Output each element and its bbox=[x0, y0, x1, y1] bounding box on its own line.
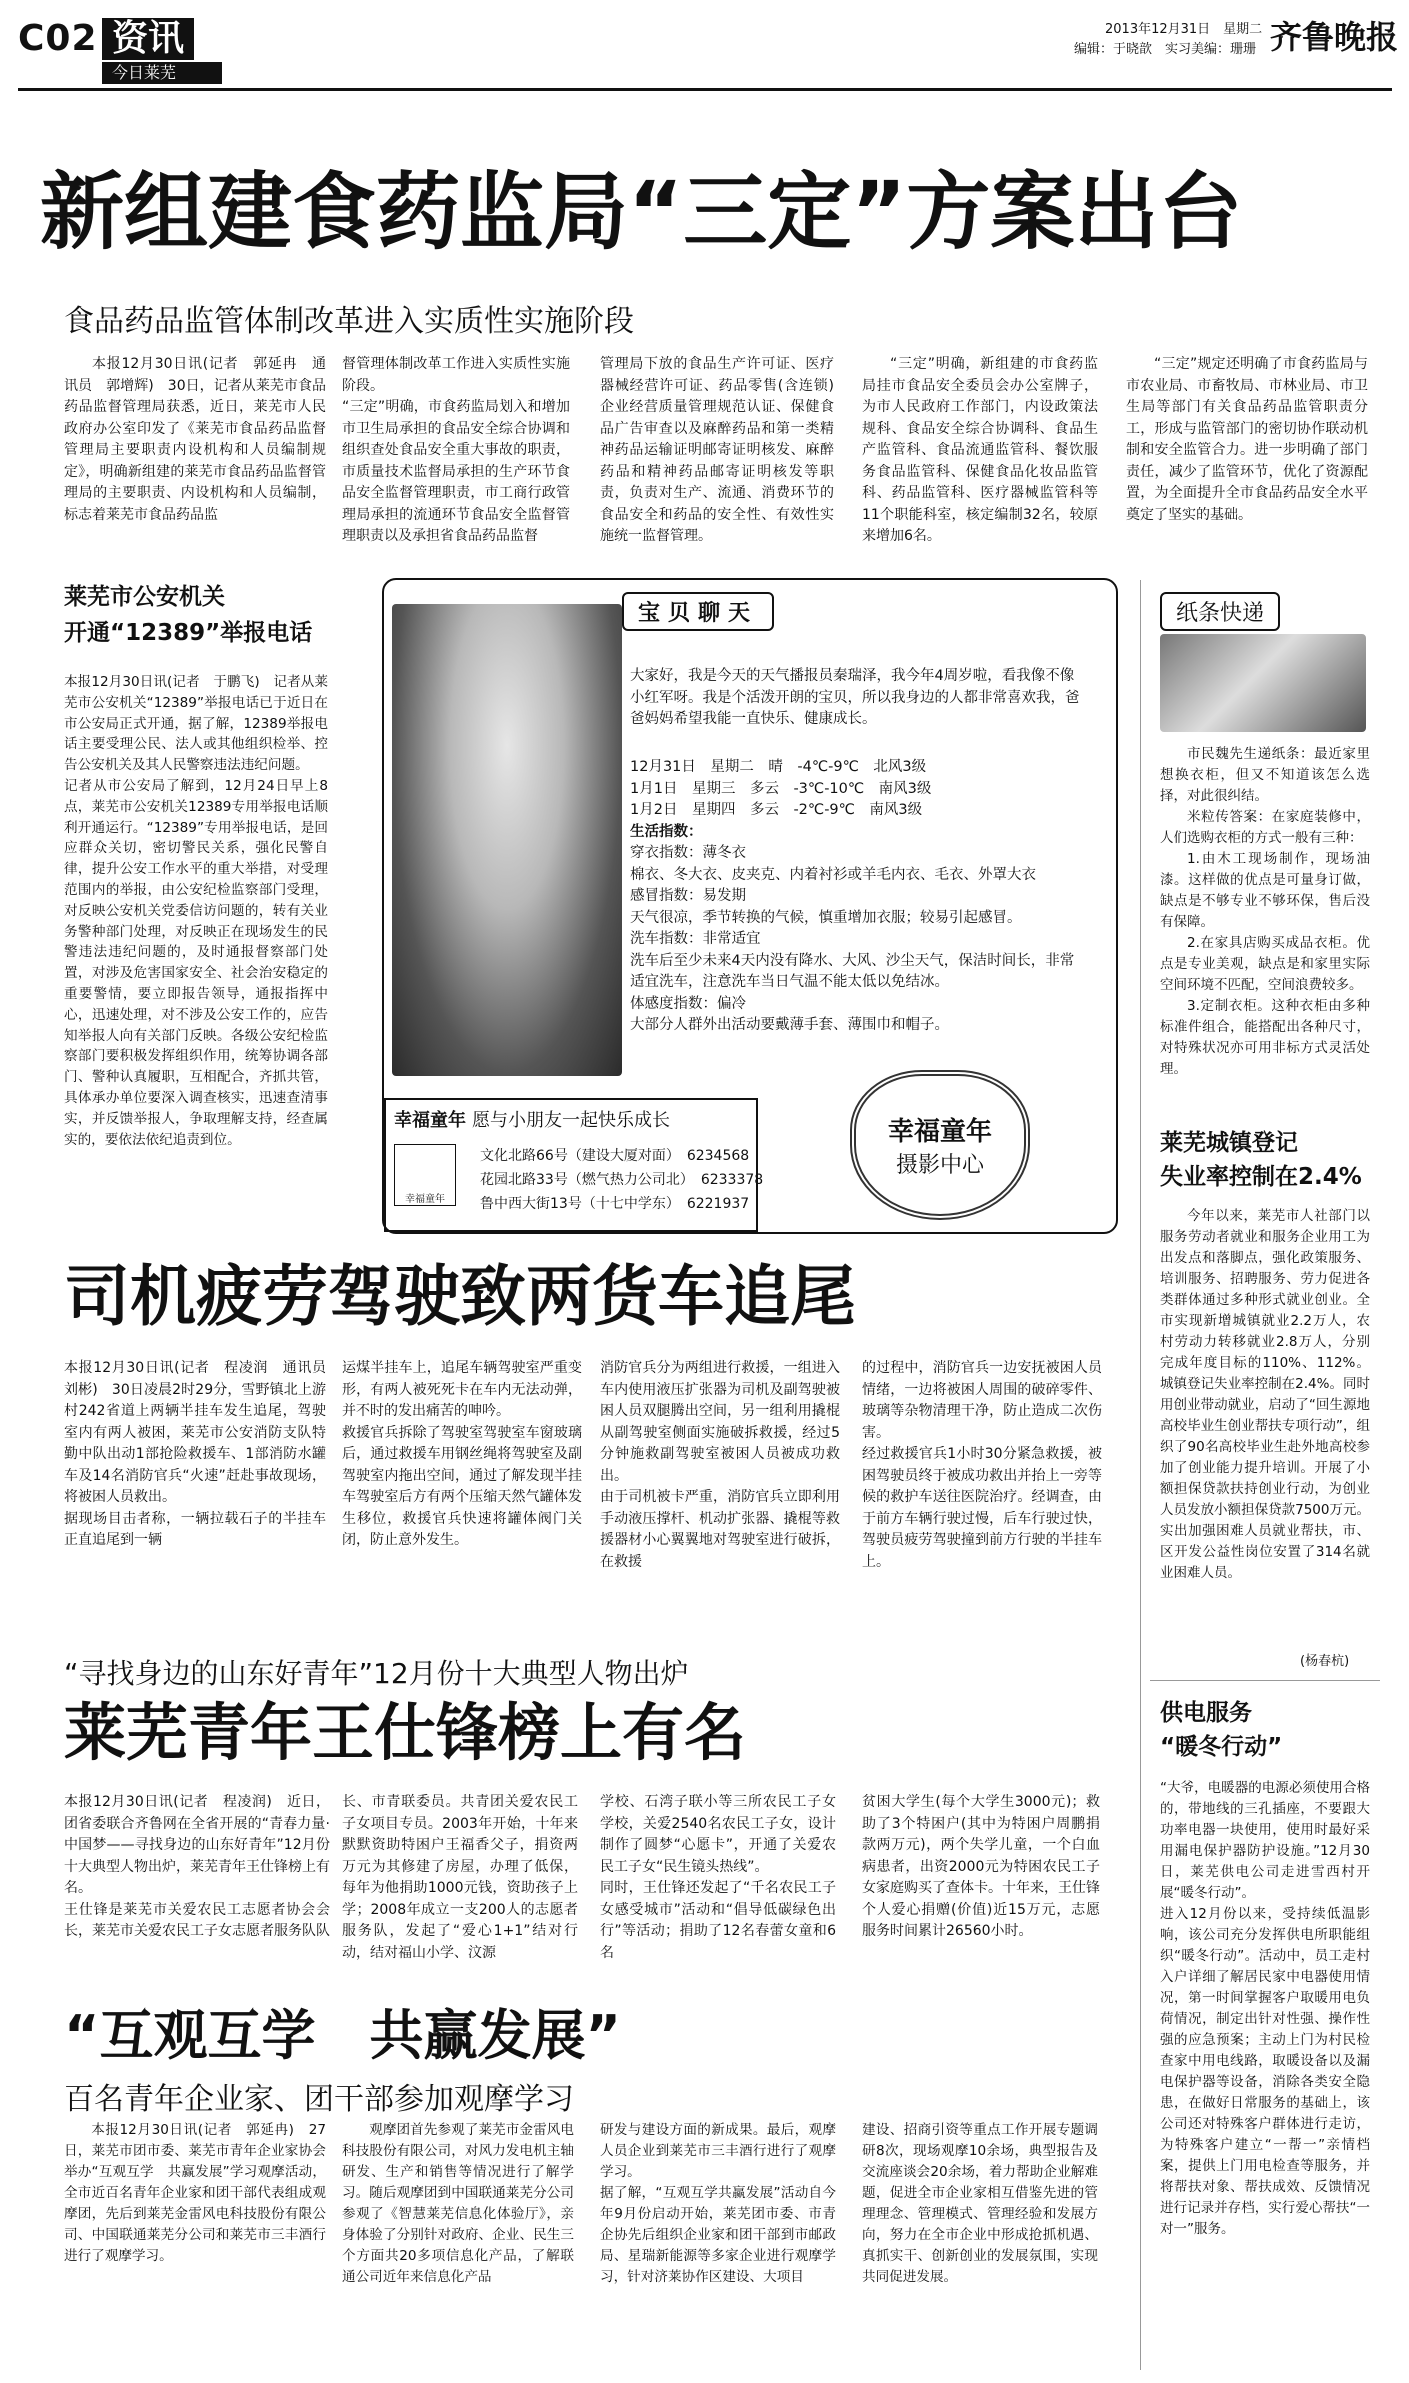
life-index-title: 生活指数： bbox=[630, 823, 703, 840]
studio-ad bbox=[384, 1098, 764, 1232]
note-answer: 米粒传答案：在家庭装修中，人们选购衣柜的方式一般有三种： bbox=[1160, 809, 1370, 846]
unemployment-author: (杨春杭) bbox=[1300, 1654, 1350, 1669]
lead-col-5 bbox=[1126, 354, 1368, 526]
life-index-8: 大部分人群外出活动要戴薄手套、薄围巾和帽子。 bbox=[630, 1017, 949, 1033]
unemployment-headline-2: 失业率控制在2.4% bbox=[1160, 1164, 1362, 1190]
section-name: 资讯 bbox=[102, 18, 194, 60]
life-index-1: 穿衣指数：薄冬衣 bbox=[630, 845, 746, 861]
youth-col-4: 贫困大学生(每个大学生3000元)；救助了3个特困户(其中为特困户周鹏捐款两万元)，两个失学儿童，一个白血病患者，出资2000元为特困农民工子女家庭购买了查体卡。十年来，王仕锋个人爱心捐赠(价值)近15万元，志愿服务时间累计26560小时。 bbox=[862, 1794, 1100, 1939]
studio-logo bbox=[394, 1144, 456, 1206]
power-body: “大爷，电暖器的电源必须使用合格的，带地线的三孔插座，不要跟大功率电器一块使用，使用时最好采用漏电保护器防护设施。”12月30日，莱芜供电公司走进雪西村开展“暖冬行动”。 进入12月份以来，受持续低温影响，该公司充分发挥供电所职能组织“暖冬行动”。活动中，员工走村入户详细了解居民家中电器使用情况，第一时间掌握客户取暖用电负荷情况，制定出针对性强、操作性强的应急预案；主动上门为村民检查家中用电线路，取暖设备以及漏电保护器等设备，消除各类安全隐患，在做好日常服务的基础上，该公司还对特殊客户群体进行走访，为特殊客户建立“一帮一”亲情档案，提供上门用电检查等服务，并将帮扶对象、帮扶成效、反馈情况进行记录并存档，实行爱心帮扶“一对一”服务。 bbox=[1160, 1780, 1370, 2237]
note-answers bbox=[1160, 744, 1370, 1080]
police-body: 本报12月30日讯(记者 于鹏飞) 记者从莱芜市公安机关“12389”举报电话已于近日在市公安局正式开通，据了解，12389举报电话主要受理公民、法人或其他组织检举、控告公安机关及其人民警察违法违纪问题。 记者从市公安局了解到，12月24日早上8点，莱芜市公安机关12389专用举报电话顺利开通运行。“12389”专用举报电话，是回应群众关切，密切警民关系，强化民警自律，提升公安工作水平的重大举措，对受理范围内的举报，由公安纪检监察部门受理，对反映公安机关党委信访问题的，转有关业务警种部门处理，对反映正在现场发生的民警违法违纪问题的，及时通报督察部门处置，对涉及危害国家安全、社会治安稳定的重要警情，要立即报告领导，通报指挥中心，迅速处理，对不涉及公安工作的，应告知举报人向有关部门反映。各级公安纪检监察部门要积极发挥组织作用，统筹协调各部门、警种认真履职，互相配合，齐抓共管，具体承办单位要深入调查核实，迅速查清事实，并反馈举报人，争取理解支持，经查属实的，要依法依纪追责到位。 bbox=[64, 674, 328, 1148]
youth-col-1: 本报12月30日讯(记者 程凌润) 近日，团省委联合齐鲁网在全省开展的“青春力量·中国梦——寻找身边的山东好青年”12月份十大典型人物出炉，莱芜青年王仕锋榜上有名。 王仕锋是莱芜市关爱农民工志愿者协会会长，莱芜市关爱农民工子女志愿者服务队队 bbox=[64, 1794, 330, 1939]
life-index-6: 洗车后至少未来4天内没有降水、大风、沙尘天气，保洁时间长，非常适宜洗车，注意洗车当日气温不能太低以免结冰。 bbox=[630, 952, 1075, 990]
studio-ad-title: 幸福童年 bbox=[394, 1110, 466, 1131]
crash-col-2: 运煤半挂车上，追尾车辆驾驶室严重变形，有两人被死死卡在车内无法动弹，并不时的发出痛苦的呻吟。 救援官兵拆除了驾驶室驾驶室车窗玻璃后，通过救援车用钢丝绳将驾驶室及副驾驶室内拖出空间，通过了解发现半挂车驾驶室后方有两个压缩天然气罐体发生移位，救援官兵快速将罐体阀门关闭，防止意外发生。 bbox=[342, 1360, 582, 1548]
studio-address-1: 文化北路66号（建设大厦对面） 6234568 bbox=[480, 1148, 750, 1164]
youth-headline: 莱芜青年王仕锋榜上有名 bbox=[64, 1696, 747, 1769]
studio-stamp-line-2: 摄影中心 bbox=[895, 1153, 984, 1178]
crash-col-3: 消防官兵分为两组进行救援，一组进入车内使用液压扩张器为司机及副驾驶被困人员双腿腾出空间，另一组利用撬棍从副驾驶室侧面实施破拆救援，经过5分钟施救副驾驶室被困人员被成功救出。 由于司机被卡严重，消防官兵立即利用手动液压撑杆、机动扩张器、撬棍等救援器材小心翼翼地对驾驶室进行破拆，在救援 bbox=[600, 1360, 840, 1570]
youth-kicker: “寻找身边的山东好青年”12月份十大典型人物出炉 bbox=[64, 1657, 689, 1690]
power-headline-1: 供电服务 bbox=[1160, 1700, 1252, 1726]
lead-col-2 bbox=[342, 354, 570, 548]
lead-col-3-text: 管理局下放的食品生产许可证、医疗器械经营许可证、药品零售(含连锁)企业经营质量管理规范认证、保健食品广告审查以及麻醉药品和第一类精神药品运输证明邮寄证明核发、麻醉药品和精神药品邮寄证明核发等职责，负责对生产、流通、消费环节的食品安全和药品的安全性、有效性实施统一监督管理。 bbox=[600, 356, 834, 544]
crash-col-1: 本报12月30日讯(记者 程凌润 通讯员 刘彬) 30日凌晨2时29分，雪野镇北上游村242省道上两辆半挂车发生追尾，驾驶室内有两人被困，莱芜市公安消防支队特勤中队出动1部抢险救援车、1部消防水罐车及14名消防官兵“火速”赶赴事故现场，将被困人员救出。 据现场目击者称，一辆拉载石子的半挂车正直追尾到一辆 bbox=[64, 1360, 326, 1548]
mutual-col-2 bbox=[342, 2120, 574, 2288]
baby-chat-header: 宝贝聊天 bbox=[622, 592, 774, 631]
lead-subheadline: 食品药品监管体制改革进入实质性实施阶段 bbox=[64, 304, 634, 339]
child-intro: 大家好，我是今天的天气播报员秦瑞泽，我今年4周岁啦，看我像不像小红军呀。我是个活泼开朗的宝贝，所以我身边的人都非常喜欢我，爸爸妈妈希望我能一直快乐、健康成长。 bbox=[630, 668, 1080, 727]
life-index-4: 天气很凉，季节转换的气候，慎重增加衣服；较易引起感冒。 bbox=[630, 909, 1022, 926]
page-code: C02 bbox=[18, 18, 98, 59]
studio-stamp-line-1: 幸福童年 bbox=[887, 1117, 992, 1147]
youth-col-2: 长、市青联委员。共青团关爱农民工子女项目专员。2003年开始，十年来默默资助特困户王福香父子，捐资两万元为其修建了房屋，办理了低保，每年为他捐助1000元钱，资助孩子上学；2008年成立一支200人的志愿者服务队，发起了“爱心1+1”结对行动，结对福山小学、汶源 bbox=[342, 1794, 578, 1961]
lead-col-2-text: 督管理体制改革工作进入实质性实施阶段。 “三定”明确，市食药监局划入和增加市卫生局承担的食品安全综合协调和组织查处食品安全重大事故的职责，市质量技术监督局承担的生产环节食品安全监督管理职责，市工商行政管理局承担的流通环节食品安全监督管理职责以及承担省食品药品监督 bbox=[342, 356, 570, 544]
mutual-subheadline: 百名青年企业家、团干部参加观摩学习 bbox=[64, 2082, 574, 2117]
lead-col-4 bbox=[862, 354, 1098, 548]
note-question: 市民魏先生递纸条：最近家里想换衣柜，但又不知道该怎么选择，对此很纠结。 bbox=[1160, 746, 1370, 804]
crash-headline: 司机疲劳驾驶致两货车追尾 bbox=[64, 1258, 856, 1335]
unemployment-body bbox=[1160, 1206, 1370, 1584]
studio-ad-heading bbox=[394, 1106, 670, 1132]
sidebar-divider bbox=[1140, 580, 1141, 2370]
lead-col-1 bbox=[64, 354, 326, 526]
studio-ad-slogan: 愿与小朋友一起快乐成长 bbox=[472, 1110, 670, 1131]
sidebar-rule bbox=[1150, 1680, 1380, 1681]
studio-stamp bbox=[850, 1070, 1030, 1220]
police-headline-1: 莱芜市公安机关 bbox=[64, 584, 225, 610]
life-index-2: 棉衣、冬大衣、皮夹克、内着衬衫或羊毛内衣、毛衣、外罩大衣 bbox=[630, 866, 1036, 883]
mutual-col-1-text: 本报12月30日讯(记者 郭延冉) 27日，莱芜市团市委、莱芜市青年企业家协会举办“互观互学 共赢发展”学习观摩活动，全市近百名青年企业家和团干部代表组成观摩团，先后到莱芜金雷风电科技股份有限公司、中国联通莱芜分公司和莱芜市三丰酒行进行了观摩学习。 bbox=[64, 2122, 326, 2264]
police-headline-2: 开通“12389”举报电话 bbox=[64, 620, 313, 646]
mutual-col-3: 研发与建设方面的新成果。最后，观摩人员企业到莱芜市三丰酒行进行了观摩学习。 据了解，“互观互学共赢发展”活动自今年9月份启动开始，莱芜团市委、市青企协先后组织企业家和团干部到市邮政局、星瑞新能源等多家企业进行观摩学习，针对济莱协作区建设、大项目 bbox=[600, 2122, 836, 2285]
youth-col-3: 学校、石湾子联小等三所农民工子女学校，关爱2540名农民工子女，设计制作了圆梦“心愿卡”，开通了关爱农民工子女“民生镜头热线”。 同时，王仕锋还发起了“千名农民工子女感受城市”活动和“倡导低碳绿色出行”等活动；捐助了12名春蕾女童和6名 bbox=[600, 1794, 836, 1961]
life-index-5: 洗车指数：非常适宜 bbox=[630, 931, 761, 947]
forecast-list bbox=[630, 757, 1080, 1037]
issue-date: 2013年12月31日 星期二 bbox=[1105, 22, 1263, 37]
note-option-1: 1.由木工现场制作，现场油漆。这样做的优点是可量身订做，缺点是不够专业不够环保，售后没有保障。 bbox=[1160, 851, 1370, 930]
section-subname: 今日莱芜 bbox=[102, 62, 222, 84]
mutual-col-2-text: 观摩团首先参观了莱芜市金雷风电科技股份有限公司，对风力发电机主轴研发、生产和销售等情况进行了解学习。随后观摩团到中国联通莱芜分公司参观了《智慧莱芜信息化体验厅》，亲身体验了分别针对政府、企业、民生三个方面共20多项信息化产品，了解联通公司近年来信息化产品 bbox=[342, 2122, 574, 2285]
mutual-col-4 bbox=[862, 2120, 1098, 2288]
lead-col-4-text: “三定”明确，新组建的市食药监局挂市食品安全委员会办公室牌子，为市人民政府工作部门，内设政策法规科、食品安全综合协调科、食品生产监管科、食品流通监管科、餐饮服务食品监管科、保健食品化妆品监管科、药品监管科、医疗器械监管科等11个职能科室，核定编制32名，较原来增加6名。 bbox=[862, 356, 1098, 544]
power-headline-2: “暖冬行动” bbox=[1160, 1734, 1283, 1760]
lead-headline: 新组建食药监局“三定”方案出台 bbox=[40, 163, 1243, 261]
crash-col-4: 的过程中，消防官兵一边安抚被困人员情绪，一边将被困人周围的破碎零件、玻璃等杂物清理干净，防止造成二次伤害。 经过救援官兵1小时30分紧急救援，被困驾驶员终于被成功救出并抬上一旁等候的救护车送往医院治疗。经调查，由于前方车辆行驶过慢，后车行驶过快，驾驶员疲劳驾驶撞到前方行驶的半挂车上。 bbox=[862, 1360, 1102, 1570]
unemployment-headline-1: 莱芜城镇登记 bbox=[1160, 1130, 1298, 1156]
lead-col-5-text: “三定”规定还明确了市食药监局与市农业局、市畜牧局、市林业局、市卫生局等部门有关食品药品监管职责分工，形成与监管部门的密切协作联动机制和安全监管合力。进一步明确了部门责任，减少了监管环节，优化了资源配置，为全面提升全市食品药品安全水平奠定了坚实的基础。 bbox=[1126, 356, 1368, 523]
studio-address-2: 花园北路33号（燃气热力公司北） 6233378 bbox=[480, 1172, 764, 1188]
studio-addresses bbox=[480, 1144, 763, 1216]
mutual-col-4-text: 建设、招商引资等重点工作开展专题调研8次，现场观摩10余场，典型报告及交流座谈会20余场，着力帮助企业解难题，促进全市企业家相互借鉴先进的管理理念、管理模式、管理经验和发展方向，努力在全市企业中形成抢抓机遇、真抓实干、创新创业的发展氛围，实现共同促进发展。 bbox=[862, 2122, 1098, 2285]
editor-credits: 编辑：于晓歆 实习美编：珊珊 bbox=[1074, 42, 1257, 57]
unemployment-text: 今年以来，莱芜市人社部门以服务劳动者就业和服务企业用工为出发点和落脚点，强化政策服务、培训服务、招聘服务、劳力促进各类群体通过多种形式就业创业。全市实现新增城镇就业2.2万人，农村劳动力转移就业2.8万人，分别完成年度目标的110%、112%。城镇登记失业率控制在2.4%。同时用创业带动就业，启动了“回生源地高校毕业生创业帮扶专项行动”，组织了90名高校毕业生赴外地高校参加了创业能力提升培训。开展了小额担保贷款扶持创业行动，为创业人员发放小额担保贷款7500万元。实出加强困难人员就业帮扶，市、区开发公益性岗位安置了314名就业困难人员。 bbox=[1160, 1208, 1370, 1581]
forecast-day-2: 1月1日 星期三 多云 -3℃-10℃ 南风3级 bbox=[630, 780, 932, 797]
mutual-col-1 bbox=[64, 2120, 326, 2267]
lead-col-3 bbox=[600, 354, 834, 548]
life-index-3: 感冒指数：易发期 bbox=[630, 888, 746, 904]
studio-logo-text: 幸福童年 bbox=[405, 1194, 445, 1205]
child-photo bbox=[392, 604, 622, 1076]
forecast-day-3: 1月2日 星期四 多云 -2℃-9℃ 南风3级 bbox=[630, 802, 923, 818]
forecast-day-1: 12月31日 星期二 晴 -4℃-9℃ 北风3级 bbox=[630, 759, 927, 775]
life-index-7: 体感度指数：偏冷 bbox=[630, 995, 746, 1012]
masthead-rule bbox=[18, 88, 1392, 91]
note-option-2: 2.在家具店购买成品衣柜。优点是专业美观，缺点是和家里实际空间环境不匹配，空间浪费较多。 bbox=[1160, 935, 1370, 993]
newspaper-logo: 齐鲁晚报 bbox=[1270, 18, 1399, 56]
studio-address-3: 鲁中西大街13号（十七中学东） 6221937 bbox=[480, 1196, 750, 1212]
note-box-title: 纸条快递 bbox=[1160, 592, 1280, 631]
note-option-3: 3.定制衣柜。这种衣柜由多种标准件组合，能搭配出各种尺寸，对特殊状况亦可用非标方式灵活处理。 bbox=[1160, 998, 1370, 1077]
lead-col-1-text: 本报12月30日讯(记者 郭延冉 通讯员 郭增辉) 30日，记者从莱芜市食品药品监督管理局获悉，近日，莱芜市人民政府办公室印发了《莱芜市食品药品监督管理局主要职责内设机构和人员编制规定》，明确新组建的莱芜市食品药品监督管理局的主要职责、内设机构和人员编制，标志着莱芜市食品药品监 bbox=[64, 356, 326, 523]
mutual-headline: “互观互学 共赢发展” bbox=[64, 2004, 621, 2067]
note-handoff-photo bbox=[1160, 634, 1366, 732]
